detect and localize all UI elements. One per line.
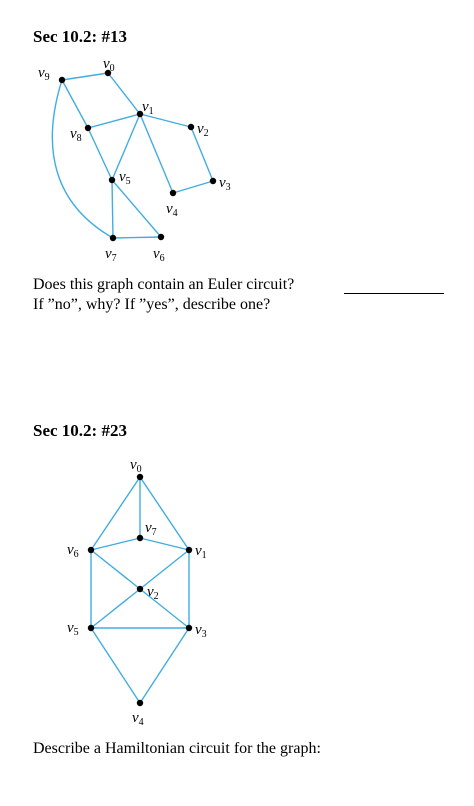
graph2-edge-v3-v4 — [140, 628, 189, 703]
graph1-edge-v4-v1 — [140, 114, 173, 193]
graph1-edge-v1-v2 — [140, 114, 191, 127]
graph1-vertex-v9 — [59, 77, 65, 83]
graph1-vertex-v4 — [170, 190, 176, 196]
graph1-edge-v8-v5 — [88, 128, 112, 180]
graph1-edge-v9-v0 — [62, 73, 108, 80]
graph2-vertex-v7 — [137, 535, 143, 541]
graph2-vertex-label-v2: $v_2$ — [147, 584, 159, 602]
section-heading-23: Sec 10.2: #23 — [33, 421, 127, 440]
euler-question-line-2: If ”no”, why? If ”yes”, describe one? — [33, 296, 271, 313]
graph1-vertex-v2 — [188, 124, 194, 130]
graph2-edge-v6-v2 — [91, 550, 140, 589]
euler-question-line-1: Does this graph contain an Euler circuit? — [33, 276, 295, 293]
graph1-vertex-v8 — [85, 125, 91, 131]
graph2-vertex-label-v4: $v_4$ — [132, 710, 144, 728]
graph2-vertex-label-v1: $v_1$ — [195, 543, 207, 561]
graph1-vertex-v3 — [210, 178, 216, 184]
graph1-vertex-v7 — [110, 235, 116, 241]
graph1-edge-v1-v5 — [112, 114, 140, 180]
graph1-edge-v8-v1 — [88, 114, 140, 128]
section-heading-13: Sec 10.2: #13 — [33, 27, 127, 46]
graph2-vertex-label-v7: $v_7$ — [145, 520, 157, 538]
graph2-vertex-label-v0: $v_0$ — [130, 457, 142, 475]
graph2-edge-v0-v1 — [140, 477, 189, 550]
graph2-vertex-v4 — [137, 700, 143, 706]
graph2-vertex-v2 — [137, 586, 143, 592]
graph1-vertex-v5 — [109, 177, 115, 183]
graph1-edge-v9-v8 — [62, 80, 88, 128]
graph2-vertex-v5 — [88, 625, 94, 631]
graph1-edge-v5-v7 — [112, 180, 113, 238]
hamiltonian-question: Describe a Hamiltonian circuit for the graph: — [33, 740, 321, 757]
graph2-edge-v5-v4 — [91, 628, 140, 703]
graph1-vertex-label-v0: $v_0$ — [103, 56, 115, 74]
graph2-vertex-v3 — [186, 625, 192, 631]
graph1-vertex-v6 — [158, 234, 164, 240]
graph2-edge-v0-v6 — [91, 477, 140, 550]
graph2-vertex-label-v3: $v_3$ — [195, 622, 207, 640]
answer-blank-line — [344, 293, 444, 294]
graph1-vertex-label-v4: $v_4$ — [166, 201, 178, 219]
graph1-vertex-label-v5: $v_5$ — [119, 169, 131, 187]
graph1-vertex-label-v6: $v_6$ — [153, 246, 165, 264]
graph1-edge-v5-v6 — [112, 180, 161, 237]
graph1-vertex-label-v8: $v_8$ — [70, 126, 82, 144]
graph1-edge-v7-v6 — [113, 237, 161, 238]
graph1-vertex-label-v9: $v_9$ — [38, 65, 50, 83]
graph1-edge-v3-v4 — [173, 181, 213, 193]
graph2-vertex-label-v6: $v_6$ — [67, 542, 79, 560]
graph2-vertex-v6 — [88, 547, 94, 553]
graph2-edge-v5-v2 — [91, 589, 140, 628]
graph1-edge-v0-v1 — [108, 73, 140, 114]
graph2-vertex-label-v5: $v_5$ — [67, 620, 79, 638]
graph1-vertex-label-v3: $v_3$ — [219, 175, 231, 193]
graph1-vertex-label-v7: $v_7$ — [105, 246, 117, 264]
graph1-vertex-label-v2: $v_2$ — [197, 121, 209, 139]
graph2-vertex-v1 — [186, 547, 192, 553]
graph1-vertex-label-v1: $v_1$ — [142, 99, 154, 117]
graph1-edge-v9-v7 — [52, 80, 113, 238]
